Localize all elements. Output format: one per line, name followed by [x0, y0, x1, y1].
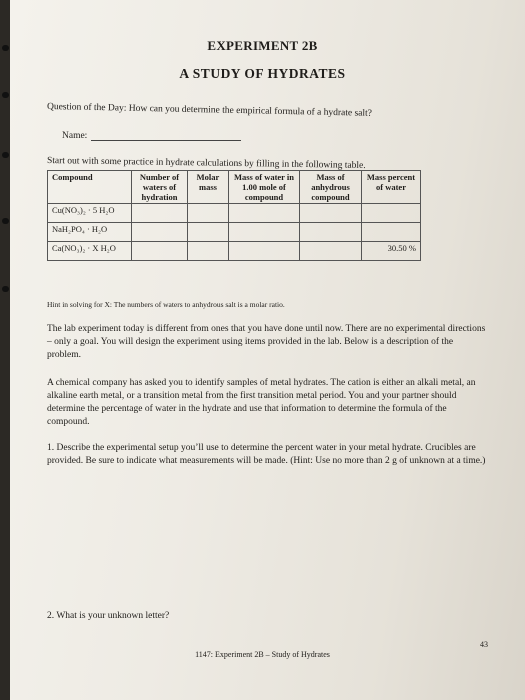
table-cell: Ca(NO₃)₂ · X H₂O — [48, 242, 132, 261]
problem-paragraph: A chemical company has asked you to identify samples of metal hydrates. The cation is either an alkali metal, an alkaline earth metal, or a transition metal from the first transition metal period. You and your partner should determine the percentage of water in the hydrate and use that information to determine the formula of the compound. — [47, 378, 476, 427]
binder-spine — [0, 0, 10, 700]
table-cell[interactable] — [229, 204, 300, 223]
column-header: Compound — [48, 171, 132, 204]
binder-ring — [2, 218, 9, 224]
binder-ring — [2, 45, 9, 51]
table-cell[interactable] — [229, 242, 300, 261]
column-header: Mass of anhydrous compound — [300, 171, 362, 204]
table-cell: Cu(NO₃)₂ · 5 H₂O — [48, 204, 132, 223]
column-header: Number of waters of hydration — [132, 171, 188, 204]
table-cell[interactable] — [132, 242, 188, 261]
table-cell[interactable] — [188, 204, 229, 223]
name-field[interactable] — [62, 131, 241, 141]
page-number: 43 — [480, 640, 488, 649]
binder-ring — [2, 92, 9, 98]
column-header: Mass of water in 1.00 mole of compound — [229, 171, 300, 204]
hydrate-table — [47, 170, 421, 261]
experiment-heading — [10, 38, 515, 54]
binder-ring — [2, 286, 9, 292]
question-1: 1. Describe the experimental setup you’ll use to determine the percent water in your metal hydrate. Crucibles are provided. Be sure to indicate what measurements will be made. (Hint: Use no more than 2 g of unknown at a time.) — [47, 443, 486, 466]
question-2: 2. What is your unknown letter? — [47, 611, 170, 621]
table-cell[interactable] — [300, 223, 362, 242]
question-of-the-day: Question of the Day: How can you determine the empirical formula of a hydrate salt? — [46, 102, 373, 119]
answer-area-1[interactable] — [47, 492, 487, 602]
table-row — [48, 242, 421, 261]
table-cell[interactable] — [362, 204, 421, 223]
experiment-label: EXPERIMENT 2B — [207, 38, 318, 53]
table-cell[interactable] — [188, 242, 229, 261]
table-cell: NaH₂PO₄ · H₂O — [48, 223, 132, 242]
worksheet-page — [10, 0, 525, 700]
table-cell[interactable] — [188, 223, 229, 242]
intro-paragraph: The lab experiment today is different from ones that you have done until now. There are no experimental directions – only a goal. You will design the experiment using items provided in the lab. Below is a description of the problem. — [47, 324, 486, 360]
document-title: A STUDY OF HYDRATES — [179, 66, 346, 81]
table-header-row — [48, 171, 421, 204]
binder-ring — [2, 152, 9, 158]
table-cell[interactable] — [132, 223, 188, 242]
hint-text: Hint in solving for X: The numbers of waters to anhydrous salt is a molar ratio. — [47, 300, 285, 309]
table-cell[interactable] — [300, 204, 362, 223]
page-footer: 1147: Experiment 2B – Study of Hydrates — [195, 650, 330, 659]
table-cell[interactable] — [229, 223, 300, 242]
table-cell: 30.50 % — [362, 242, 421, 261]
name-line — [91, 131, 241, 141]
table-cell[interactable] — [300, 242, 362, 261]
table-row — [48, 223, 421, 242]
table-cell[interactable] — [362, 223, 421, 242]
name-label: Name: — [62, 131, 88, 141]
table-cell[interactable] — [132, 204, 188, 223]
column-header: Mass percent of water — [362, 171, 421, 204]
intro-text: Start out with some practice in hydrate calculations by filling in the following table. — [46, 156, 366, 172]
table-row — [48, 204, 421, 223]
column-header: Molar mass — [188, 171, 229, 204]
